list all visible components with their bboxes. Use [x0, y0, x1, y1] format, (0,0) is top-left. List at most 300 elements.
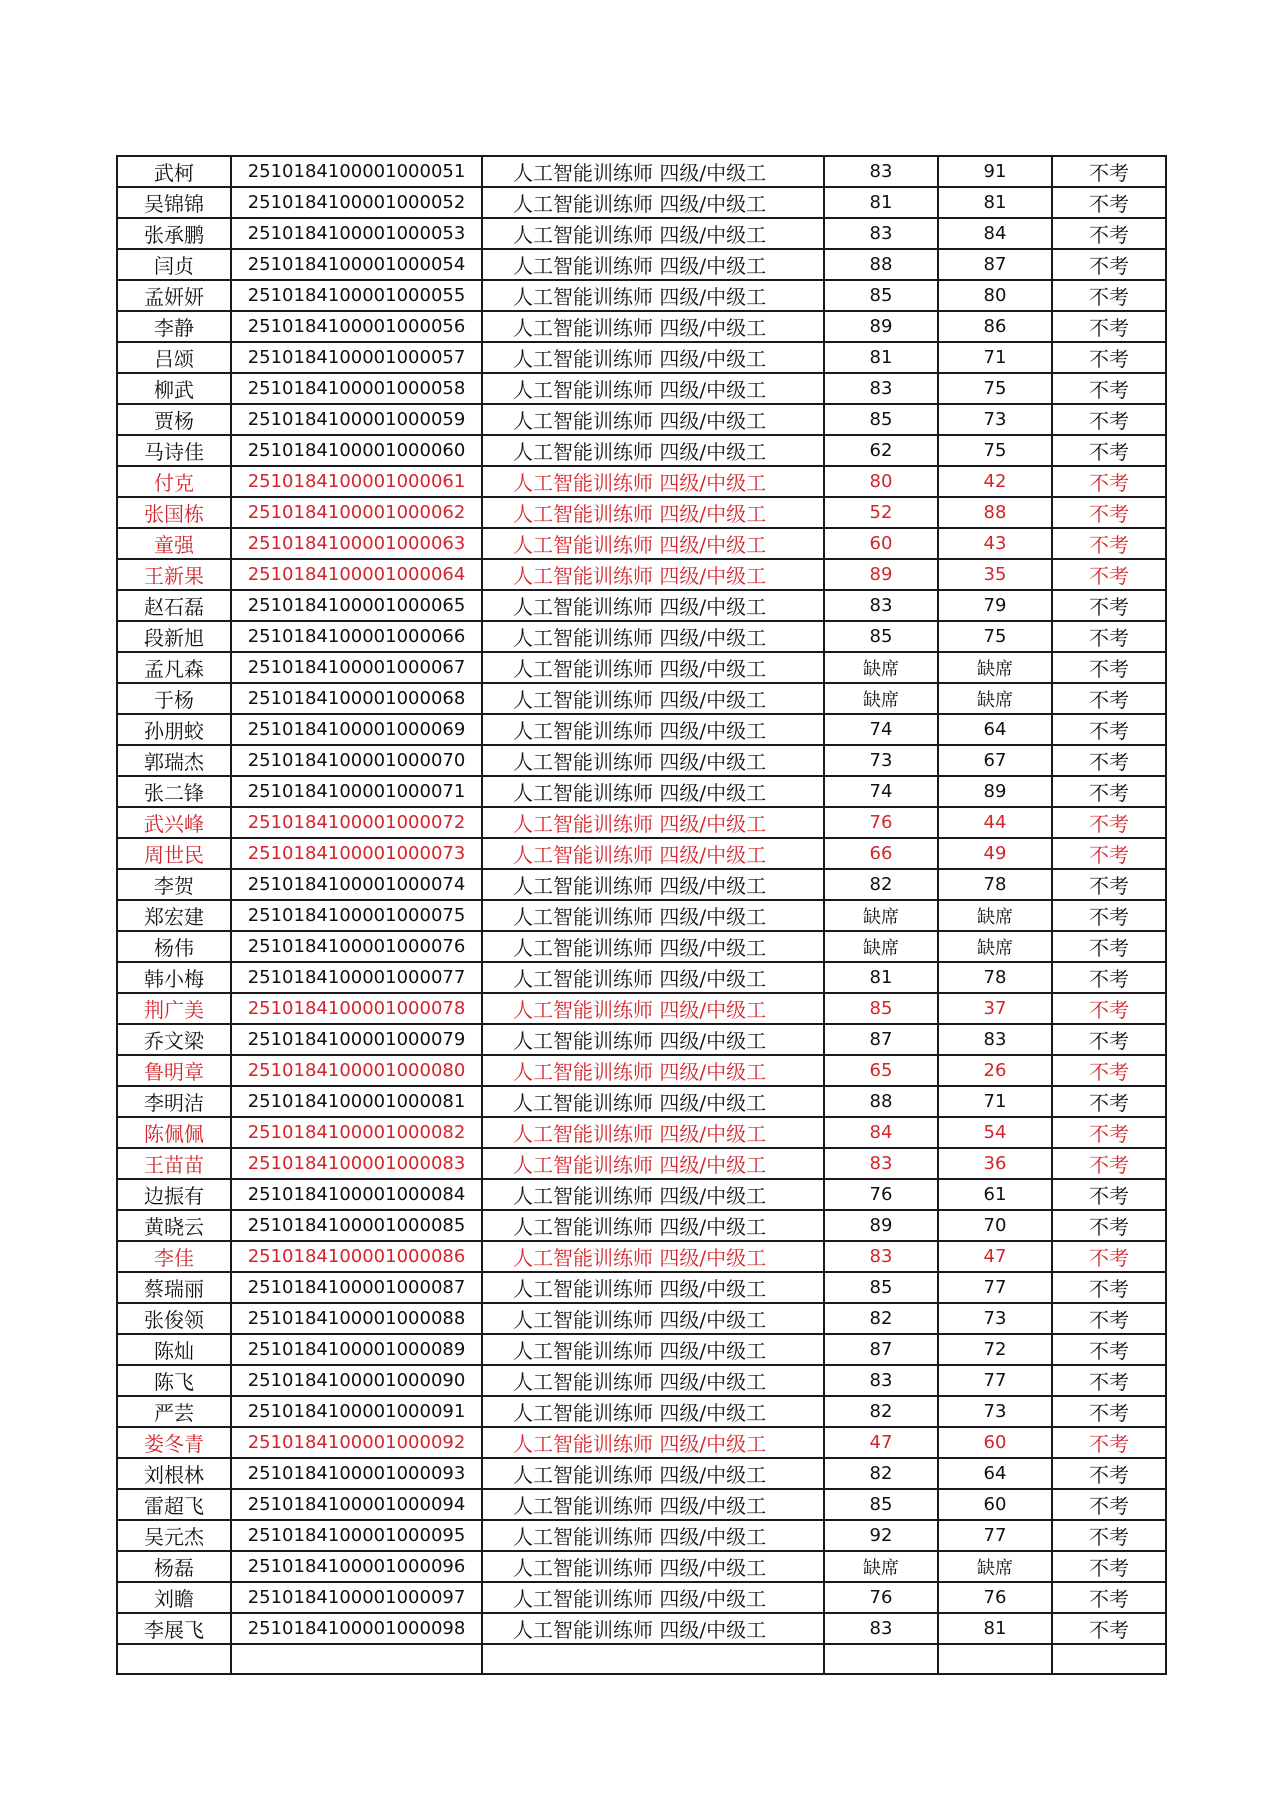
id-cell: 2510184100001000058: [231, 373, 482, 404]
score2-cell: 80: [938, 280, 1052, 311]
job-cell: 人工智能训练师 四级/中级工: [482, 1210, 824, 1241]
score2-cell: 81: [938, 1613, 1052, 1644]
note-cell: 不考: [1052, 1086, 1166, 1117]
note-cell: 不考: [1052, 652, 1166, 683]
name-cell: 武柯: [117, 156, 231, 187]
score1-cell: 88: [824, 249, 938, 280]
name-cell: 张二锋: [117, 776, 231, 807]
score2-cell: 缺席: [938, 900, 1052, 931]
job-cell: 人工智能训练师 四级/中级工: [482, 342, 824, 373]
job-cell: 人工智能训练师 四级/中级工: [482, 497, 824, 528]
note-cell: 不考: [1052, 218, 1166, 249]
score1-cell: 83: [824, 590, 938, 621]
table-row: [117, 528, 1166, 559]
note-cell: 不考: [1052, 1427, 1166, 1458]
score1-cell: 87: [824, 1334, 938, 1365]
score1-cell: 76: [824, 1179, 938, 1210]
table-row: [117, 621, 1166, 652]
score2-cell: 73: [938, 1396, 1052, 1427]
name-cell: 荆广美: [117, 993, 231, 1024]
table-row: [117, 1365, 1166, 1396]
table-row: [117, 466, 1166, 497]
name-cell: 周世民: [117, 838, 231, 869]
id-cell: 2510184100001000070: [231, 745, 482, 776]
name-cell: 蔡瑞丽: [117, 1272, 231, 1303]
table-row: [117, 187, 1166, 218]
score1-cell: 82: [824, 869, 938, 900]
score2-cell: 75: [938, 435, 1052, 466]
id-cell: 2510184100001000062: [231, 497, 482, 528]
score1-cell: 82: [824, 1396, 938, 1427]
score2-cell: 35: [938, 559, 1052, 590]
job-cell: 人工智能训练师 四级/中级工: [482, 714, 824, 745]
job-cell: 人工智能训练师 四级/中级工: [482, 187, 824, 218]
note-cell: 不考: [1052, 1613, 1166, 1644]
table-row: [117, 1334, 1166, 1365]
table-row: [117, 1055, 1166, 1086]
score1-cell: 缺席: [824, 1551, 938, 1582]
table-row: [117, 745, 1166, 776]
table-row: [117, 1520, 1166, 1551]
id-cell: 2510184100001000089: [231, 1334, 482, 1365]
name-cell: 雷超飞: [117, 1489, 231, 1520]
score2-cell: 缺席: [938, 683, 1052, 714]
score2-cell: 36: [938, 1148, 1052, 1179]
score1-cell: 83: [824, 218, 938, 249]
job-cell: 人工智能训练师 四级/中级工: [482, 249, 824, 280]
id-cell: 2510184100001000073: [231, 838, 482, 869]
id-cell: 2510184100001000085: [231, 1210, 482, 1241]
score1-cell: 83: [824, 373, 938, 404]
score2-cell: 缺席: [938, 652, 1052, 683]
name-cell: 张俊领: [117, 1303, 231, 1334]
job-cell: 人工智能训练师 四级/中级工: [482, 1582, 824, 1613]
table-row: [117, 1489, 1166, 1520]
table-row: [117, 218, 1166, 249]
score2-cell: 37: [938, 993, 1052, 1024]
score2-cell: 91: [938, 156, 1052, 187]
empty-row: [117, 1644, 1166, 1674]
score2-cell: 43: [938, 528, 1052, 559]
name-cell: 童强: [117, 528, 231, 559]
note-cell: 不考: [1052, 621, 1166, 652]
note-cell: 不考: [1052, 1272, 1166, 1303]
name-cell: 乔文梁: [117, 1024, 231, 1055]
name-cell: 孟凡森: [117, 652, 231, 683]
table-row: [117, 373, 1166, 404]
table-row: [117, 807, 1166, 838]
table-row: [117, 1272, 1166, 1303]
score2-cell: 84: [938, 218, 1052, 249]
job-cell: 人工智能训练师 四级/中级工: [482, 559, 824, 590]
note-cell: 不考: [1052, 249, 1166, 280]
score2-cell: 64: [938, 1458, 1052, 1489]
score2-cell: 89: [938, 776, 1052, 807]
job-cell: 人工智能训练师 四级/中级工: [482, 1148, 824, 1179]
name-cell: 黄晓云: [117, 1210, 231, 1241]
name-cell: 吕颂: [117, 342, 231, 373]
note-cell: 不考: [1052, 1396, 1166, 1427]
score2-cell: 86: [938, 311, 1052, 342]
id-cell: 2510184100001000059: [231, 404, 482, 435]
score1-cell: 89: [824, 559, 938, 590]
job-cell: 人工智能训练师 四级/中级工: [482, 1396, 824, 1427]
name-cell: 陈佩佩: [117, 1117, 231, 1148]
score1-cell: 60: [824, 528, 938, 559]
note-cell: 不考: [1052, 187, 1166, 218]
note-cell: 不考: [1052, 1210, 1166, 1241]
name-cell: 孙朋蛟: [117, 714, 231, 745]
job-cell: 人工智能训练师 四级/中级工: [482, 1551, 824, 1582]
table-row: [117, 683, 1166, 714]
id-cell: 2510184100001000071: [231, 776, 482, 807]
name-cell: 贾杨: [117, 404, 231, 435]
job-cell: 人工智能训练师 四级/中级工: [482, 900, 824, 931]
score2-cell: 缺席: [938, 1551, 1052, 1582]
score1-cell: 89: [824, 311, 938, 342]
job-cell: 人工智能训练师 四级/中级工: [482, 218, 824, 249]
name-cell: 吴元杰: [117, 1520, 231, 1551]
note-cell: 不考: [1052, 311, 1166, 342]
empty-cell: [1052, 1644, 1166, 1674]
score2-cell: 70: [938, 1210, 1052, 1241]
score1-cell: 74: [824, 776, 938, 807]
score2-cell: 71: [938, 1086, 1052, 1117]
id-cell: 2510184100001000072: [231, 807, 482, 838]
results-table: [116, 155, 1167, 1675]
job-cell: 人工智能训练师 四级/中级工: [482, 1520, 824, 1551]
table-row: [117, 1613, 1166, 1644]
job-cell: 人工智能训练师 四级/中级工: [482, 590, 824, 621]
job-cell: 人工智能训练师 四级/中级工: [482, 1427, 824, 1458]
name-cell: 李静: [117, 311, 231, 342]
table-row: [117, 280, 1166, 311]
note-cell: 不考: [1052, 590, 1166, 621]
name-cell: 孟妍妍: [117, 280, 231, 311]
job-cell: 人工智能训练师 四级/中级工: [482, 1365, 824, 1396]
name-cell: 韩小梅: [117, 962, 231, 993]
note-cell: 不考: [1052, 1303, 1166, 1334]
id-cell: 2510184100001000066: [231, 621, 482, 652]
id-cell: 2510184100001000088: [231, 1303, 482, 1334]
id-cell: 2510184100001000052: [231, 187, 482, 218]
id-cell: 2510184100001000060: [231, 435, 482, 466]
id-cell: 2510184100001000083: [231, 1148, 482, 1179]
score2-cell: 49: [938, 838, 1052, 869]
score1-cell: 缺席: [824, 900, 938, 931]
score1-cell: 74: [824, 714, 938, 745]
id-cell: 2510184100001000063: [231, 528, 482, 559]
name-cell: 边振有: [117, 1179, 231, 1210]
score1-cell: 73: [824, 745, 938, 776]
score2-cell: 77: [938, 1272, 1052, 1303]
table-row: [117, 1117, 1166, 1148]
note-cell: 不考: [1052, 807, 1166, 838]
empty-cell: [482, 1644, 824, 1674]
job-cell: 人工智能训练师 四级/中级工: [482, 745, 824, 776]
id-cell: 2510184100001000065: [231, 590, 482, 621]
table-row: [117, 962, 1166, 993]
id-cell: 2510184100001000078: [231, 993, 482, 1024]
table-row: [117, 559, 1166, 590]
score2-cell: 60: [938, 1427, 1052, 1458]
job-cell: 人工智能训练师 四级/中级工: [482, 1179, 824, 1210]
score2-cell: 88: [938, 497, 1052, 528]
score2-cell: 75: [938, 621, 1052, 652]
note-cell: 不考: [1052, 776, 1166, 807]
job-cell: 人工智能训练师 四级/中级工: [482, 869, 824, 900]
note-cell: 不考: [1052, 869, 1166, 900]
score2-cell: 73: [938, 1303, 1052, 1334]
name-cell: 武兴峰: [117, 807, 231, 838]
table-row: [117, 156, 1166, 187]
id-cell: 2510184100001000084: [231, 1179, 482, 1210]
table-row: [117, 404, 1166, 435]
score1-cell: 92: [824, 1520, 938, 1551]
job-cell: 人工智能训练师 四级/中级工: [482, 1613, 824, 1644]
note-cell: 不考: [1052, 342, 1166, 373]
note-cell: 不考: [1052, 1582, 1166, 1613]
empty-cell: [117, 1644, 231, 1674]
id-cell: 2510184100001000068: [231, 683, 482, 714]
score2-cell: 78: [938, 869, 1052, 900]
job-cell: 人工智能训练师 四级/中级工: [482, 1303, 824, 1334]
id-cell: 2510184100001000057: [231, 342, 482, 373]
name-cell: 李贺: [117, 869, 231, 900]
name-cell: 杨磊: [117, 1551, 231, 1582]
id-cell: 2510184100001000061: [231, 466, 482, 497]
name-cell: 王新果: [117, 559, 231, 590]
empty-cell: [231, 1644, 482, 1674]
score2-cell: 61: [938, 1179, 1052, 1210]
score1-cell: 85: [824, 1489, 938, 1520]
job-cell: 人工智能训练师 四级/中级工: [482, 1024, 824, 1055]
name-cell: 段新旭: [117, 621, 231, 652]
id-cell: 2510184100001000098: [231, 1613, 482, 1644]
table-body: [117, 156, 1166, 1674]
name-cell: 鲁明章: [117, 1055, 231, 1086]
table-row: [117, 1427, 1166, 1458]
note-cell: 不考: [1052, 745, 1166, 776]
table-row: [117, 714, 1166, 745]
score2-cell: 75: [938, 373, 1052, 404]
note-cell: 不考: [1052, 1241, 1166, 1272]
note-cell: 不考: [1052, 1489, 1166, 1520]
score2-cell: 67: [938, 745, 1052, 776]
name-cell: 马诗佳: [117, 435, 231, 466]
score2-cell: 77: [938, 1365, 1052, 1396]
score2-cell: 81: [938, 187, 1052, 218]
score2-cell: 60: [938, 1489, 1052, 1520]
job-cell: 人工智能训练师 四级/中级工: [482, 1055, 824, 1086]
note-cell: 不考: [1052, 931, 1166, 962]
table-row: [117, 249, 1166, 280]
table-row: [117, 1024, 1166, 1055]
id-cell: 2510184100001000075: [231, 900, 482, 931]
score1-cell: 87: [824, 1024, 938, 1055]
id-cell: 2510184100001000090: [231, 1365, 482, 1396]
table-row: [117, 1303, 1166, 1334]
job-cell: 人工智能训练师 四级/中级工: [482, 1334, 824, 1365]
id-cell: 2510184100001000055: [231, 280, 482, 311]
job-cell: 人工智能训练师 四级/中级工: [482, 931, 824, 962]
score1-cell: 80: [824, 466, 938, 497]
job-cell: 人工智能训练师 四级/中级工: [482, 373, 824, 404]
score1-cell: 85: [824, 993, 938, 1024]
empty-cell: [938, 1644, 1052, 1674]
id-cell: 2510184100001000053: [231, 218, 482, 249]
id-cell: 2510184100001000077: [231, 962, 482, 993]
note-cell: 不考: [1052, 1148, 1166, 1179]
name-cell: 陈飞: [117, 1365, 231, 1396]
table-row: [117, 1179, 1166, 1210]
name-cell: 李明洁: [117, 1086, 231, 1117]
score2-cell: 83: [938, 1024, 1052, 1055]
job-cell: 人工智能训练师 四级/中级工: [482, 156, 824, 187]
score1-cell: 83: [824, 1241, 938, 1272]
note-cell: 不考: [1052, 1055, 1166, 1086]
score2-cell: 42: [938, 466, 1052, 497]
job-cell: 人工智能训练师 四级/中级工: [482, 807, 824, 838]
id-cell: 2510184100001000076: [231, 931, 482, 962]
score2-cell: 87: [938, 249, 1052, 280]
job-cell: 人工智能训练师 四级/中级工: [482, 1458, 824, 1489]
score2-cell: 73: [938, 404, 1052, 435]
note-cell: 不考: [1052, 900, 1166, 931]
note-cell: 不考: [1052, 1551, 1166, 1582]
score1-cell: 缺席: [824, 931, 938, 962]
note-cell: 不考: [1052, 497, 1166, 528]
score1-cell: 84: [824, 1117, 938, 1148]
score-sheet: [116, 155, 1165, 1675]
note-cell: 不考: [1052, 993, 1166, 1024]
job-cell: 人工智能训练师 四级/中级工: [482, 404, 824, 435]
score1-cell: 47: [824, 1427, 938, 1458]
id-cell: 2510184100001000096: [231, 1551, 482, 1582]
score1-cell: 82: [824, 1458, 938, 1489]
name-cell: 郑宏建: [117, 900, 231, 931]
id-cell: 2510184100001000097: [231, 1582, 482, 1613]
job-cell: 人工智能训练师 四级/中级工: [482, 435, 824, 466]
table-row: [117, 776, 1166, 807]
note-cell: 不考: [1052, 962, 1166, 993]
name-cell: 柳武: [117, 373, 231, 404]
score2-cell: 79: [938, 590, 1052, 621]
note-cell: 不考: [1052, 1334, 1166, 1365]
name-cell: 张承鹏: [117, 218, 231, 249]
score2-cell: 26: [938, 1055, 1052, 1086]
table-row: [117, 1396, 1166, 1427]
score1-cell: 62: [824, 435, 938, 466]
id-cell: 2510184100001000087: [231, 1272, 482, 1303]
score1-cell: 76: [824, 1582, 938, 1613]
name-cell: 陈灿: [117, 1334, 231, 1365]
id-cell: 2510184100001000093: [231, 1458, 482, 1489]
table-row: [117, 342, 1166, 373]
score1-cell: 85: [824, 404, 938, 435]
score2-cell: 47: [938, 1241, 1052, 1272]
score1-cell: 76: [824, 807, 938, 838]
id-cell: 2510184100001000056: [231, 311, 482, 342]
score1-cell: 缺席: [824, 652, 938, 683]
job-cell: 人工智能训练师 四级/中级工: [482, 652, 824, 683]
table-row: [117, 931, 1166, 962]
name-cell: 郭瑞杰: [117, 745, 231, 776]
table-row: [117, 869, 1166, 900]
note-cell: 不考: [1052, 1458, 1166, 1489]
note-cell: 不考: [1052, 373, 1166, 404]
score1-cell: 85: [824, 621, 938, 652]
table-row: [117, 652, 1166, 683]
job-cell: 人工智能训练师 四级/中级工: [482, 1489, 824, 1520]
score1-cell: 83: [824, 1148, 938, 1179]
score1-cell: 81: [824, 962, 938, 993]
name-cell: 刘瞻: [117, 1582, 231, 1613]
note-cell: 不考: [1052, 1117, 1166, 1148]
table-row: [117, 1458, 1166, 1489]
score2-cell: 78: [938, 962, 1052, 993]
table-row: [117, 838, 1166, 869]
note-cell: 不考: [1052, 528, 1166, 559]
id-cell: 2510184100001000094: [231, 1489, 482, 1520]
id-cell: 2510184100001000074: [231, 869, 482, 900]
job-cell: 人工智能训练师 四级/中级工: [482, 1241, 824, 1272]
table-row: [117, 590, 1166, 621]
job-cell: 人工智能训练师 四级/中级工: [482, 311, 824, 342]
job-cell: 人工智能训练师 四级/中级工: [482, 683, 824, 714]
name-cell: 闫贞: [117, 249, 231, 280]
job-cell: 人工智能训练师 四级/中级工: [482, 1117, 824, 1148]
job-cell: 人工智能训练师 四级/中级工: [482, 528, 824, 559]
table-row: [117, 1148, 1166, 1179]
id-cell: 2510184100001000091: [231, 1396, 482, 1427]
table-row: [117, 1241, 1166, 1272]
score2-cell: 76: [938, 1582, 1052, 1613]
table-row: [117, 993, 1166, 1024]
score1-cell: 85: [824, 1272, 938, 1303]
id-cell: 2510184100001000082: [231, 1117, 482, 1148]
id-cell: 2510184100001000051: [231, 156, 482, 187]
id-cell: 2510184100001000092: [231, 1427, 482, 1458]
table-row: [117, 497, 1166, 528]
id-cell: 2510184100001000095: [231, 1520, 482, 1551]
score2-cell: 54: [938, 1117, 1052, 1148]
score1-cell: 83: [824, 156, 938, 187]
score1-cell: 65: [824, 1055, 938, 1086]
note-cell: 不考: [1052, 1024, 1166, 1055]
score2-cell: 64: [938, 714, 1052, 745]
id-cell: 2510184100001000081: [231, 1086, 482, 1117]
name-cell: 赵石磊: [117, 590, 231, 621]
job-cell: 人工智能训练师 四级/中级工: [482, 776, 824, 807]
name-cell: 李展飞: [117, 1613, 231, 1644]
name-cell: 李佳: [117, 1241, 231, 1272]
table-row: [117, 435, 1166, 466]
table-row: [117, 1551, 1166, 1582]
score2-cell: 缺席: [938, 931, 1052, 962]
score2-cell: 77: [938, 1520, 1052, 1551]
note-cell: 不考: [1052, 435, 1166, 466]
id-cell: 2510184100001000067: [231, 652, 482, 683]
note-cell: 不考: [1052, 1365, 1166, 1396]
score1-cell: 缺席: [824, 683, 938, 714]
score1-cell: 81: [824, 342, 938, 373]
note-cell: 不考: [1052, 466, 1166, 497]
id-cell: 2510184100001000054: [231, 249, 482, 280]
score1-cell: 83: [824, 1365, 938, 1396]
table-row: [117, 1210, 1166, 1241]
score1-cell: 66: [824, 838, 938, 869]
